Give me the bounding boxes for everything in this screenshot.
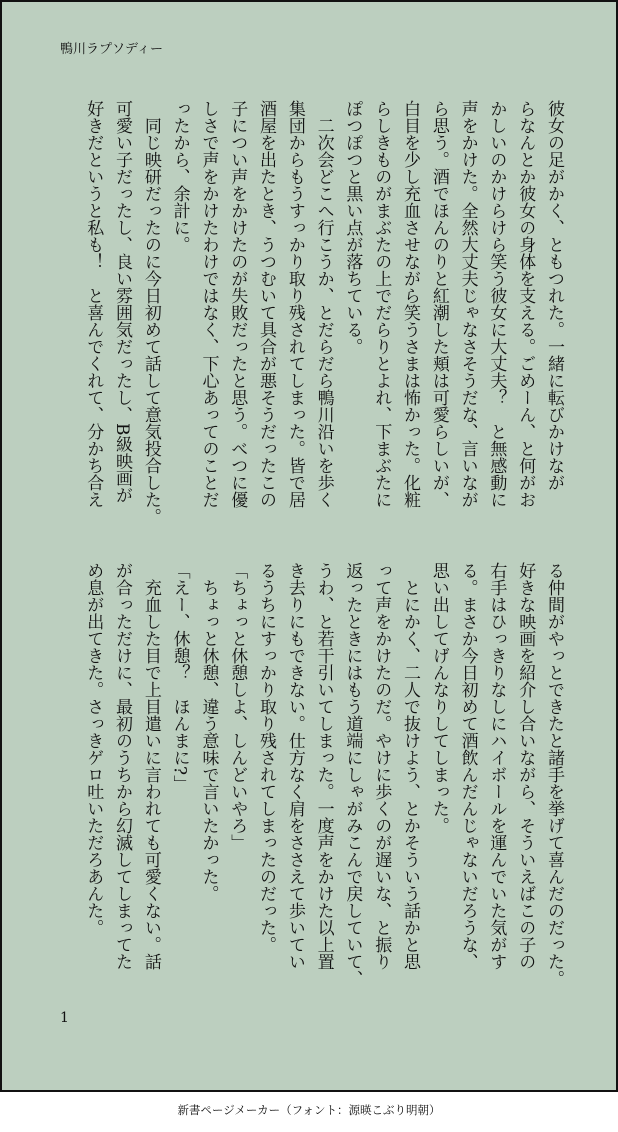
- paragraph: とにかく、二人で抜けよう、とかそういう話かと思 って声をかけたのだ。やけに歩くのが遅いな、と振り 返ったときにはもう道端にしゃがみこんで戻していて、 うわ、と若干引いてしまった。一度声をかけた以上置 き去りにもできない。仕方なく肩をささえて歩いてい るうちにすっかり取り残されてしまったのだった。: [256, 562, 421, 987]
- upper-text-block: [50, 100, 568, 530]
- paragraph: 彼女の足がかく、ともつれた。一緒に転びかけなが らなんとか彼女の身体を支える。ごめーん、と何がお かしいのかけらけら笑う彼女に大丈夫？ と無感動に 声をかけた。全然大丈夫じゃなさそうだな、言いなが ら思う。酒でほんのりと紅潮した頬は可愛らしいが、 白目を少し充血させながら笑うさまは怖かった。化粧 らしきものがまぶたの上でだらりとよれ、下まぶたに ぽつぽつと黒い点が落ちている。: [342, 100, 564, 508]
- page-number: 1: [60, 1010, 69, 1026]
- dialogue-line: 「えー、休憩？ ほんまに?」: [169, 562, 190, 793]
- running-header-title: 鴨川ラプソディー: [60, 42, 163, 57]
- paragraph: 充血した目で上目遣いに言われても可愛くない。話 が合っただけに、最初のうちから幻滅してしまってた め息が出てきた。さっきゲロ吐いただろあんた。: [83, 562, 161, 970]
- paragraph: ちょっと休憩、違う意味で言いたかった。: [198, 562, 219, 902]
- paragraph: 二次会どこへ行こうか、とだらだら鴨川沿いを歩く 集団からもうすっかり取り残されてしまった。皆で居 酒屋を出たとき、うつむいて具合が悪そうだったこの 子につい声をかけたのが失敗だったと思う。べつに優 しさで声をかけたわけではなく、下心あってのことだ ったから、余計に。: [169, 100, 334, 508]
- dialogue-line: 「ちょっと休憩しよ、しんどいやろ」: [227, 562, 248, 851]
- paragraph: 同じ映研だったのに今日初めて話して意気投合した。 可愛い子だったし、良い雰囲気だったし、B級映画が 好きだというと私も！ と喜んでくれて、分かち合え: [83, 100, 161, 525]
- lower-text-block: [50, 562, 568, 992]
- generator-caption: 新書ページメーカー（フォント：源暎こぶり明朝）: [177, 1103, 441, 1117]
- paragraph: る仲間がやっとできたと諸手を挙げて喜んだのだった。 好きな映画を紹介し合いながら、そういえばこの子の 右手はひっきりなしにハイボールを運んでいた気がす る。まさか今日初めて酒飲んだんじゃないだろうな、 思い出してげんなりしてしまった。: [428, 562, 564, 987]
